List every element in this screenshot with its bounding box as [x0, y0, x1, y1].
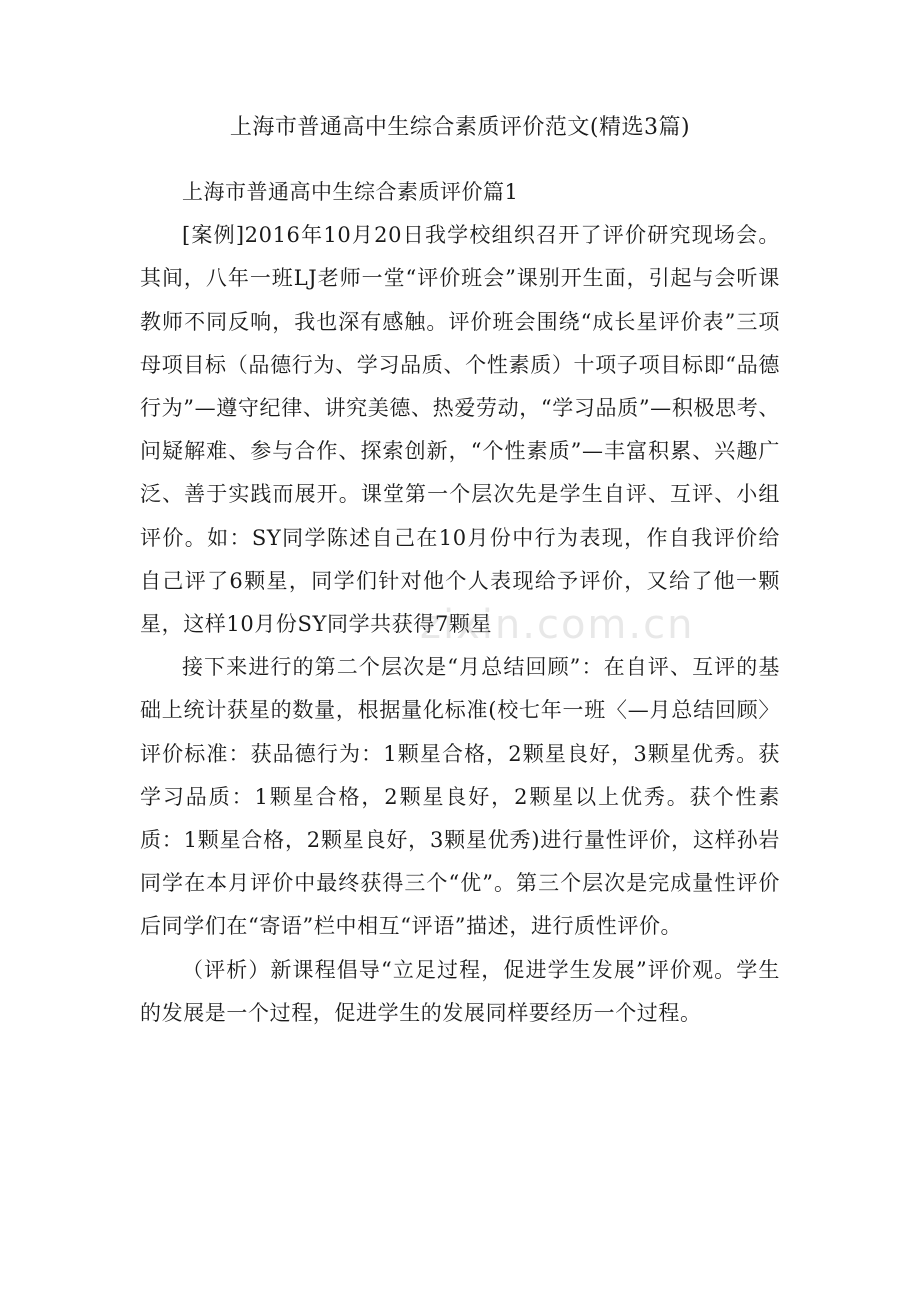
watermark: zixin.com.cn	[420, 602, 695, 648]
section-heading: 上海市普通高中生综合素质评价篇1	[182, 180, 519, 204]
paragraph-second-level: 接下来进行的第二个层次是“月总结回顾”：在自评、互评的基础上统计获星的数量，根据量化标准(校七年一班〈—月总结回顾〉评价标准：获品德行为：1颗星合格，2颗星良好，3颗星优秀。获学习品质：1颗星合格，2颗星良好，2颗星以上优秀。获个性素质：1颗星合格，2颗星良好，3颗星优秀)进行量性评价，这样孙岩同学在本月评价中最终获得三个“优”。第三个层次是完成量性评价后同学们在“寄语”栏中相互“评语”描述，进行质性评价。	[140, 655, 780, 939]
document-body	[140, 171, 780, 1035]
paragraph-analysis: （评析）新课程倡导“立足过程，促进学生发展”评价观。学生的发展是一个过程，促进学生的发展同样要经历一个过程。	[140, 957, 780, 1025]
document-title: 上海市普通高中生综合素质评价范文(精选3篇)	[229, 115, 691, 140]
paragraph-case: [案例]2016年10月20日我学校组织召开了评价研究现场会。其间，八年一班LJ老师一堂“评价班会”课别开生面，引起与会听课教师不同反响，我也深有感触。评价班会围绕“成长星评价表”三项母项目标（品德行为、学习品质、个性素质）十项子项目标即“品德行为”—遵守纪律、讲究美德、热爱劳动，“学习品质”—积极思考、问疑解难、参与合作、探索创新，“个性素质”—丰富积累、兴趣广泛、善于实践而展开。课堂第一个层次先是学生自评、互评、小组评价。如：SY同学陈述自己在10月份中行为表现，作自我评价给自己评了6颗星，同学们针对他个人表现给予评价，又给了他一颗星，这样10月份SY同学共获得7颗星	[140, 223, 780, 637]
